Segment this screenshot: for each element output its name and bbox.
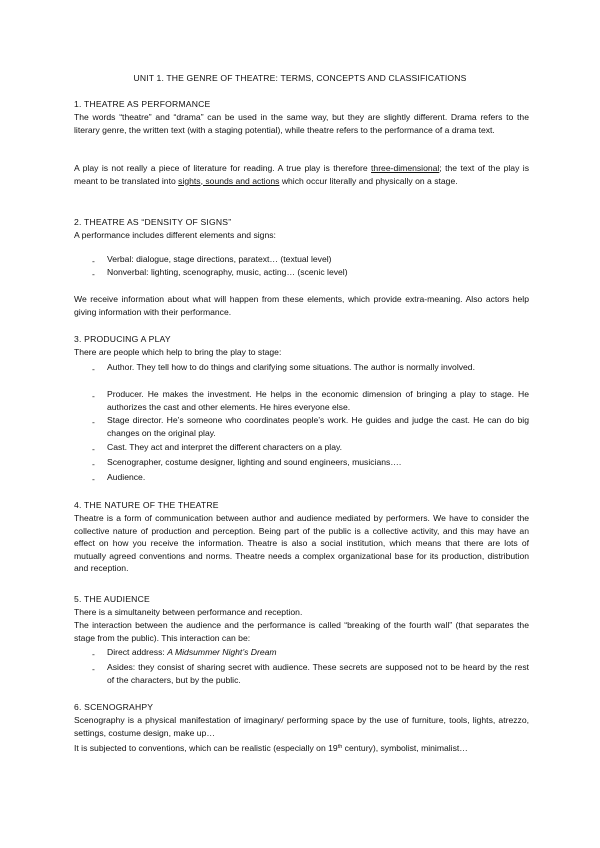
section-1-heading: 1. THEATRE AS PERFORMANCE [74,99,211,109]
list-bullet: - [92,474,95,484]
section-6-paragraph-2: It is subjected to conventions, which can be realistic (especially on 19th century), symbolist, minimalist… [74,743,468,753]
list-item: Asides: they consist of sharing secret with audience. These secrets are supposed not to be heard by the rest of the characters, but by the public. [107,662,529,685]
list-bullet: - [92,417,95,427]
list-bullet: - [92,269,95,279]
section-1-paragraph-1: The words “theatre” and “drama” can be used in the same way, but they are slightly different. Drama refers to the literary genre, the written text (with a staging potential), while theatre refers to the performance of a drama text. [74,112,529,135]
list-item: Stage director. He’s someone who coordinates people’s work. He guides and judge the cast. He can do big changes on the original play. [107,415,529,438]
section-2-intro: A performance includes different elements and signs: [74,230,276,240]
list-item: Nonverbal: lighting, scenography, music, acting… (scenic level) [107,267,348,277]
section-5-paragraph-1: There is a simultaneity between performance and reception. [74,607,303,617]
section-6-paragraph-1: Scenography is a physical manifestation of imaginary/ performing space by the use of furniture, tools, lights, atrezzo, settings, costume design, make up… [74,715,529,738]
section-3-heading: 3. PRODUCING A PLAY [74,334,171,344]
list-item: Audience. [107,472,146,482]
section-3-intro: There are people which help to bring the play to stage: [74,347,282,357]
list-bullet: - [92,391,95,401]
list-bullet: - [92,459,95,469]
page-title: UNIT 1. THE GENRE OF THEATRE: TERMS, CONCEPTS AND CLASSIFICATIONS [133,73,467,83]
section-2-heading: 2. THEATRE AS “DENSITY OF SIGNS” [74,217,232,227]
play-title-italic: A Midsummer Night’s Dream [167,647,277,657]
underlined-sights-sounds-actions: sights, sounds and actions [178,175,280,186]
list-bullet: - [92,256,95,266]
list-bullet: - [92,664,95,674]
section-6-heading: 6. SCENOGRAHPY [74,702,154,712]
list-item: Direct address: A Midsummer Night’s Dream [107,647,277,657]
section-1-paragraph-2: A play is not really a piece of literature for reading. A true play is therefore three-dimensional; the text of the play is meant to be translated into sights, sounds and actions which occur literally and physically on a stage. [74,163,529,186]
list-bullet: - [92,649,95,659]
list-bullet: - [92,364,95,374]
section-5-paragraph-2: The interaction between the audience and the performance is called “breaking of the fourth wall” (that separates the stage from the public). This interaction can be: [74,620,529,643]
list-bullet: - [92,444,95,454]
list-item: Scenographer, costume designer, lighting and sound engineers, musicians…. [107,457,402,467]
list-item: Author. They tell how to do things and clarifying some situations. The author is normally involved. [107,362,475,372]
section-4-paragraph: Theatre is a form of communication between author and audience mediated by performers. We have to consider the collective nature of production and perception. Being part of the public is a collective activity, and this may have an effect on how you receive the information. Theatre is also a social institution, which means that there are lots of mutually agreed conventions and norms. Theatre needs a complex organizational base for its production, distribution and reception. [74,513,529,574]
list-item: Producer. He makes the investment. He helps in the economic dimension of bringing a play to stage. He authorizes the cast and other elements. He hires everyone else. [107,389,529,412]
section-2-paragraph: We receive information about what will happen from these elements, which provide extra-meaning. Also actors help giving information with their performance. [74,294,529,317]
section-4-heading: 4. THE NATURE OF THE THEATRE [74,500,219,510]
underlined-three-dimensional: three-dimensional [371,163,440,173]
list-item: Cast. They act and interpret the different characters on a play. [107,442,343,452]
list-item: Verbal: dialogue, stage directions, paratext… (textual level) [107,254,332,264]
section-5-heading: 5. THE AUDIENCE [74,594,150,604]
